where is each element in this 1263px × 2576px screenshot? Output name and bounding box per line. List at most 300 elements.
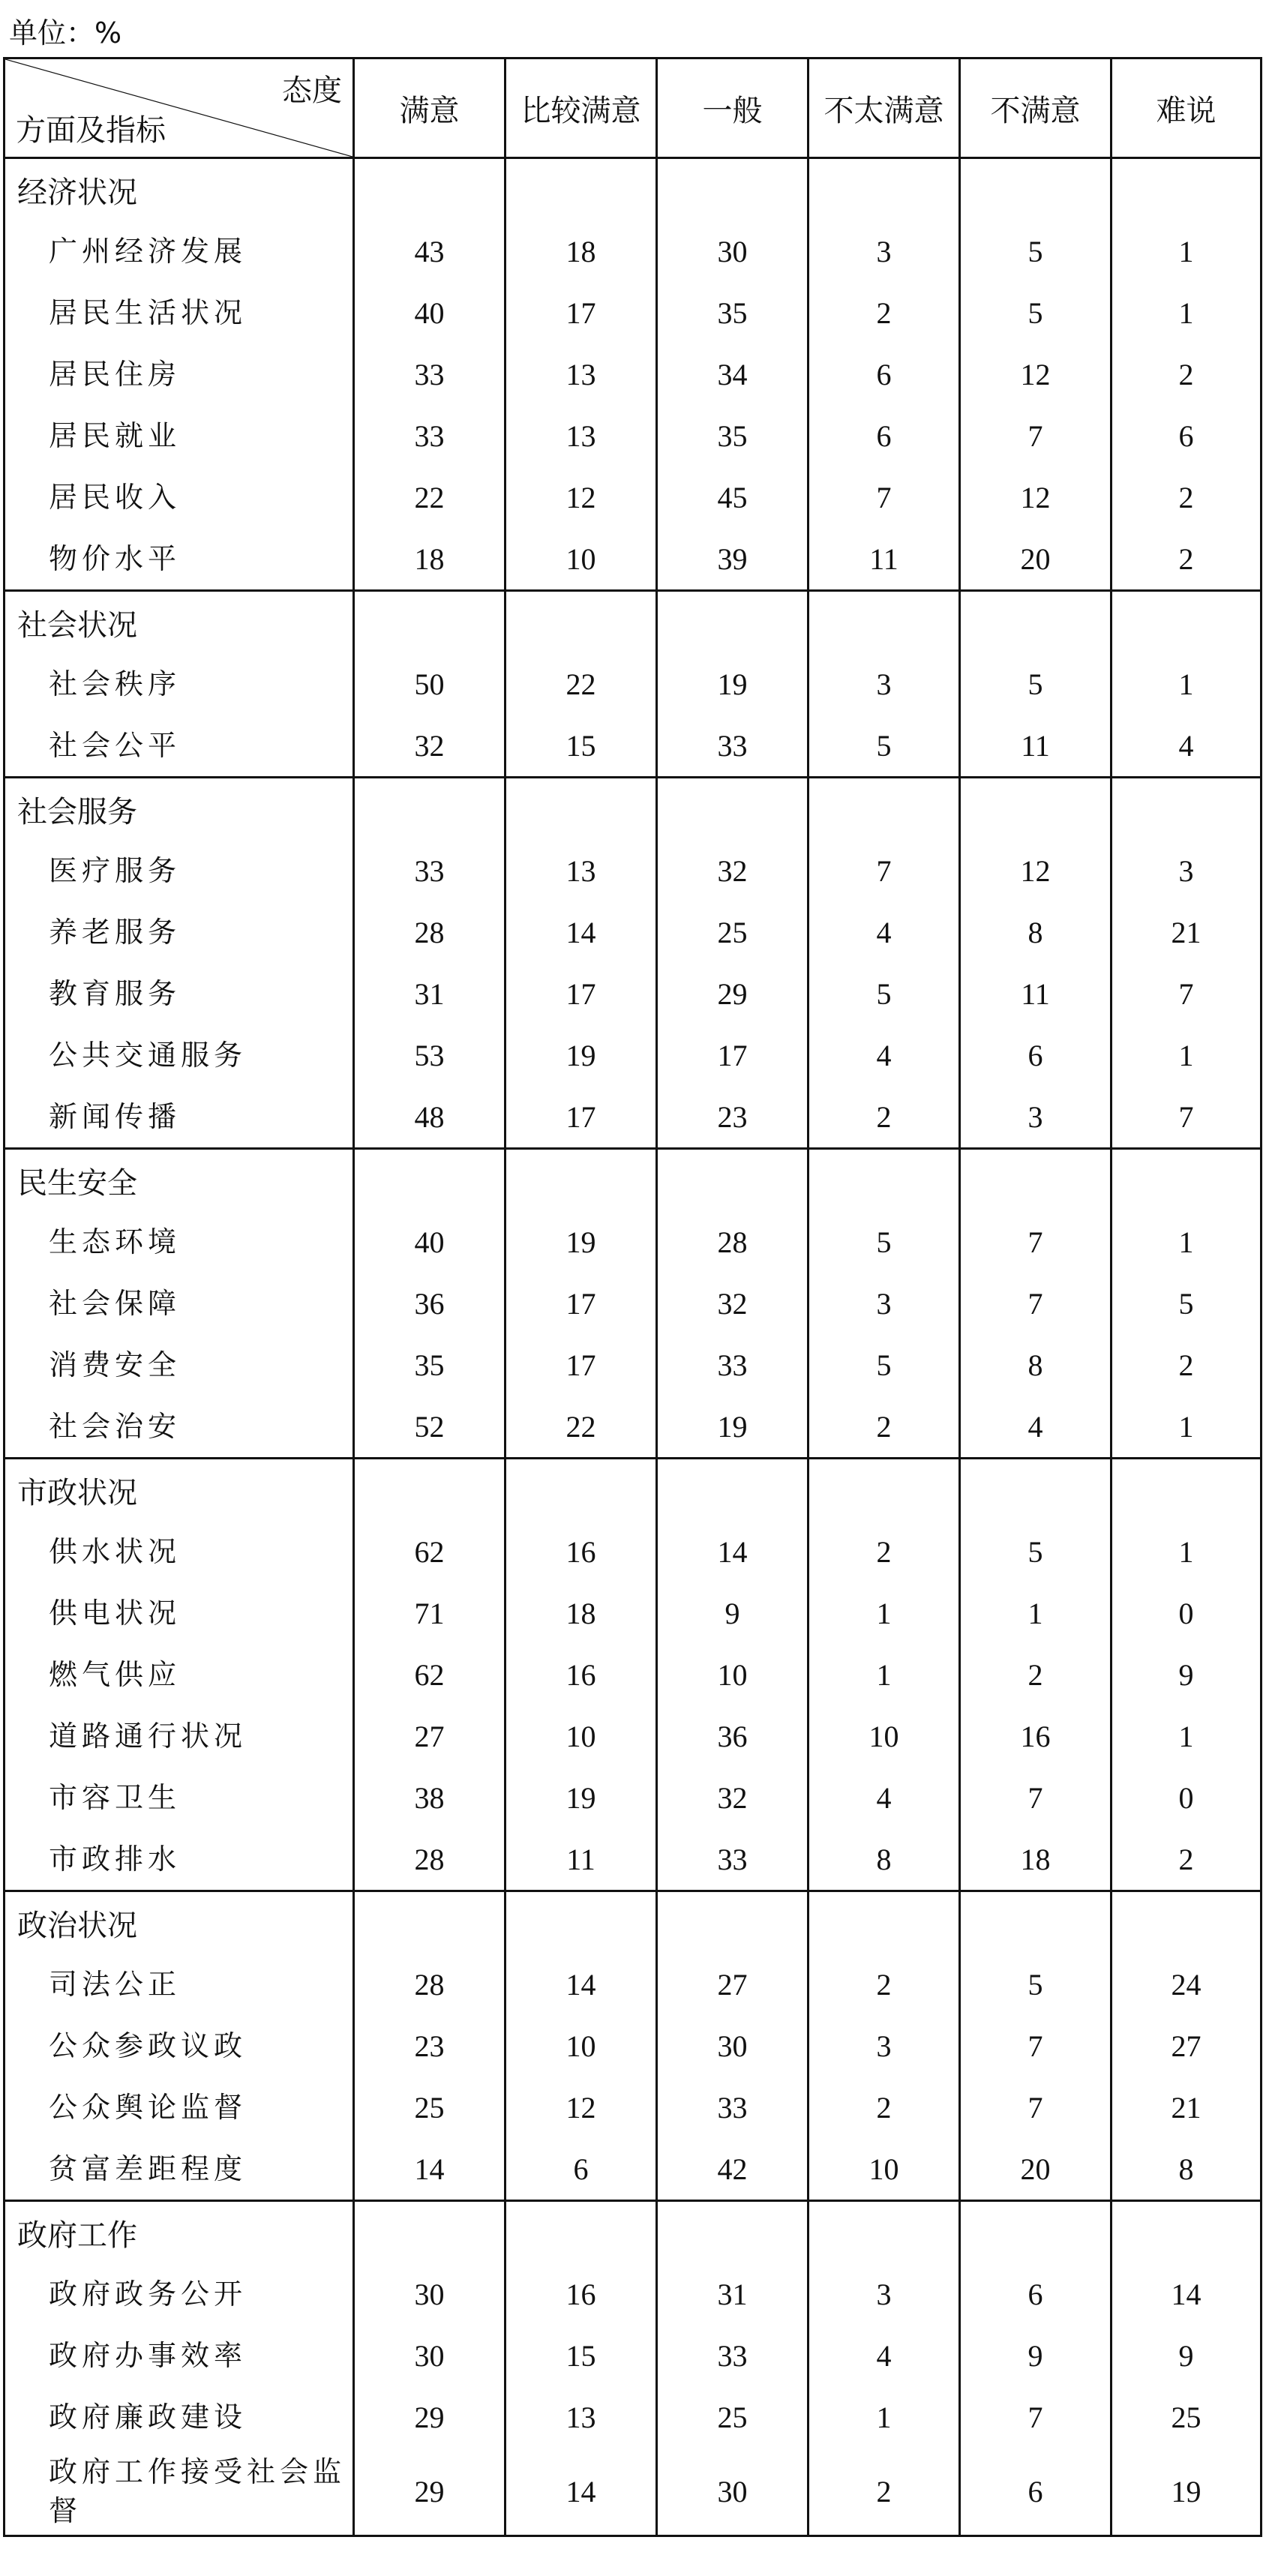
category-row — [4, 1459, 1262, 1522]
column-header: 满意 — [354, 58, 506, 158]
indicator-name: 居民住房 — [4, 343, 354, 405]
table-row — [4, 2325, 1262, 2386]
value-cell: 3 — [808, 2015, 960, 2077]
table-row — [4, 840, 1262, 901]
category-name: 经济状况 — [4, 158, 354, 221]
value-cell: 53 — [354, 1024, 506, 1086]
value-cell: 33 — [657, 1334, 808, 1396]
category-row — [4, 2201, 1262, 2264]
empty-cell — [960, 2201, 1112, 2264]
diagonal-header-cell — [4, 58, 354, 158]
value-cell: 14 — [506, 901, 657, 963]
table-row — [4, 1828, 1262, 1891]
table-row — [4, 963, 1262, 1024]
value-cell: 28 — [354, 1828, 506, 1891]
value-cell: 42 — [657, 2138, 808, 2201]
empty-cell — [354, 778, 506, 841]
value-cell: 9 — [657, 1582, 808, 1644]
satisfaction-table — [3, 57, 1262, 2537]
value-cell: 1 — [1112, 1396, 1262, 1459]
empty-cell — [960, 158, 1112, 221]
value-cell: 2 — [808, 1086, 960, 1149]
value-cell: 1 — [1112, 1705, 1262, 1767]
empty-cell — [808, 1891, 960, 1954]
indicator-name: 居民就业 — [4, 405, 354, 466]
empty-cell — [808, 591, 960, 654]
table-row — [4, 1954, 1262, 2015]
value-cell: 19 — [1112, 2448, 1262, 2536]
table-row — [4, 2077, 1262, 2138]
value-cell: 7 — [808, 466, 960, 528]
value-cell: 4 — [960, 1396, 1112, 1459]
value-cell: 5 — [960, 282, 1112, 343]
value-cell: 6 — [960, 2263, 1112, 2325]
empty-cell — [506, 778, 657, 841]
value-cell: 29 — [657, 963, 808, 1024]
value-cell: 22 — [506, 653, 657, 715]
indicator-name: 市政排水 — [4, 1828, 354, 1891]
indicator-name: 社会治安 — [4, 1396, 354, 1459]
value-cell: 10 — [657, 1644, 808, 1705]
value-cell: 35 — [657, 282, 808, 343]
value-cell: 1 — [1112, 653, 1262, 715]
value-cell: 17 — [506, 282, 657, 343]
value-cell: 10 — [506, 2015, 657, 2077]
value-cell: 4 — [808, 2325, 960, 2386]
value-cell: 1 — [960, 1582, 1112, 1644]
indicator-name: 道路通行状况 — [4, 1705, 354, 1767]
category-row — [4, 1149, 1262, 1212]
empty-cell — [1112, 591, 1262, 654]
value-cell: 40 — [354, 282, 506, 343]
category-name: 社会状况 — [4, 591, 354, 654]
unit-label: 单位：% — [9, 16, 122, 49]
value-cell: 2 — [960, 1644, 1112, 1705]
table-body — [4, 158, 1262, 2536]
value-cell: 32 — [657, 1767, 808, 1828]
indicator-name: 居民生活状况 — [4, 282, 354, 343]
value-cell: 5 — [808, 963, 960, 1024]
value-cell: 30 — [354, 2263, 506, 2325]
value-cell: 6 — [808, 343, 960, 405]
value-cell: 2 — [1112, 1334, 1262, 1396]
value-cell: 34 — [657, 343, 808, 405]
table-row — [4, 901, 1262, 963]
value-cell: 7 — [960, 1767, 1112, 1828]
empty-cell — [657, 1459, 808, 1522]
category-name: 政府工作 — [4, 2201, 354, 2264]
value-cell: 17 — [506, 1086, 657, 1149]
indicator-name: 司法公正 — [4, 1954, 354, 2015]
value-cell: 30 — [657, 220, 808, 282]
value-cell: 3 — [808, 653, 960, 715]
value-cell: 28 — [354, 901, 506, 963]
value-cell: 38 — [354, 1767, 506, 1828]
value-cell: 14 — [657, 1521, 808, 1582]
value-cell: 10 — [808, 2138, 960, 2201]
value-cell: 15 — [506, 715, 657, 778]
value-cell: 13 — [506, 2386, 657, 2448]
value-cell: 2 — [1112, 466, 1262, 528]
value-cell: 9 — [960, 2325, 1112, 2386]
empty-cell — [354, 591, 506, 654]
value-cell: 17 — [506, 963, 657, 1024]
value-cell: 1 — [1112, 1211, 1262, 1273]
column-header: 比较满意 — [506, 58, 657, 158]
empty-cell — [354, 1891, 506, 1954]
value-cell: 31 — [354, 963, 506, 1024]
value-cell: 4 — [808, 901, 960, 963]
value-cell: 2 — [808, 282, 960, 343]
value-cell: 19 — [506, 1211, 657, 1273]
value-cell: 62 — [354, 1521, 506, 1582]
value-cell: 20 — [960, 528, 1112, 591]
empty-cell — [657, 1891, 808, 1954]
empty-cell — [1112, 1149, 1262, 1212]
value-cell: 12 — [506, 466, 657, 528]
value-cell: 9 — [1112, 1644, 1262, 1705]
value-cell: 16 — [506, 2263, 657, 2325]
value-cell: 16 — [506, 1521, 657, 1582]
table-row — [4, 1521, 1262, 1582]
value-cell: 9 — [1112, 2325, 1262, 2386]
value-cell: 28 — [657, 1211, 808, 1273]
value-cell: 5 — [960, 653, 1112, 715]
value-cell: 33 — [354, 343, 506, 405]
value-cell: 33 — [354, 840, 506, 901]
value-cell: 2 — [1112, 343, 1262, 405]
value-cell: 20 — [960, 2138, 1112, 2201]
value-cell: 7 — [1112, 1086, 1262, 1149]
table-row — [4, 466, 1262, 528]
value-cell: 25 — [657, 901, 808, 963]
value-cell: 12 — [960, 466, 1112, 528]
value-cell: 50 — [354, 653, 506, 715]
value-cell: 19 — [506, 1767, 657, 1828]
value-cell: 3 — [1112, 840, 1262, 901]
indicator-name: 公共交通服务 — [4, 1024, 354, 1086]
value-cell: 18 — [506, 220, 657, 282]
value-cell: 16 — [960, 1705, 1112, 1767]
indicator-name: 政府办事效率 — [4, 2325, 354, 2386]
value-cell: 8 — [960, 901, 1112, 963]
value-cell: 27 — [354, 1705, 506, 1767]
empty-cell — [808, 158, 960, 221]
value-cell: 39 — [657, 528, 808, 591]
value-cell: 25 — [354, 2077, 506, 2138]
table-row — [4, 1705, 1262, 1767]
value-cell: 0 — [1112, 1767, 1262, 1828]
value-cell: 12 — [960, 343, 1112, 405]
table-row — [4, 1334, 1262, 1396]
category-row — [4, 158, 1262, 221]
value-cell: 24 — [1112, 1954, 1262, 2015]
empty-cell — [657, 1149, 808, 1212]
value-cell: 30 — [354, 2325, 506, 2386]
value-cell: 2 — [808, 2077, 960, 2138]
category-name: 政治状况 — [4, 1891, 354, 1954]
value-cell: 4 — [1112, 715, 1262, 778]
indicator-name: 公众舆论监督 — [4, 2077, 354, 2138]
table-row — [4, 1273, 1262, 1334]
value-cell: 11 — [960, 963, 1112, 1024]
table-row — [4, 282, 1262, 343]
value-cell: 6 — [960, 2448, 1112, 2536]
empty-cell — [657, 2201, 808, 2264]
empty-cell — [808, 778, 960, 841]
empty-cell — [506, 2201, 657, 2264]
category-row — [4, 778, 1262, 841]
column-header: 一般 — [657, 58, 808, 158]
empty-cell — [657, 778, 808, 841]
value-cell: 6 — [808, 405, 960, 466]
value-cell: 21 — [1112, 2077, 1262, 2138]
value-cell: 2 — [808, 1954, 960, 2015]
category-name: 市政状况 — [4, 1459, 354, 1522]
value-cell: 1 — [1112, 1521, 1262, 1582]
value-cell: 17 — [506, 1334, 657, 1396]
value-cell: 13 — [506, 840, 657, 901]
value-cell: 22 — [354, 466, 506, 528]
value-cell: 6 — [506, 2138, 657, 2201]
value-cell: 27 — [1112, 2015, 1262, 2077]
table-row — [4, 1767, 1262, 1828]
value-cell: 3 — [808, 220, 960, 282]
indicator-name: 供电状况 — [4, 1582, 354, 1644]
table-row — [4, 2448, 1262, 2536]
indicator-name: 燃气供应 — [4, 1644, 354, 1705]
indicator-name: 广州经济发展 — [4, 220, 354, 282]
value-cell: 1 — [1112, 220, 1262, 282]
empty-cell — [506, 591, 657, 654]
value-cell: 35 — [657, 405, 808, 466]
empty-cell — [506, 1149, 657, 1212]
value-cell: 33 — [657, 715, 808, 778]
table-row — [4, 1582, 1262, 1644]
empty-cell — [1112, 2201, 1262, 2264]
table-row — [4, 2138, 1262, 2201]
empty-cell — [960, 778, 1112, 841]
value-cell: 11 — [506, 1828, 657, 1891]
value-cell: 13 — [506, 405, 657, 466]
value-cell: 2 — [1112, 528, 1262, 591]
table-row — [4, 715, 1262, 778]
empty-cell — [1112, 1891, 1262, 1954]
value-cell: 2 — [808, 1396, 960, 1459]
column-header: 难说 — [1112, 58, 1262, 158]
value-cell: 7 — [960, 2386, 1112, 2448]
value-cell: 36 — [354, 1273, 506, 1334]
table-row — [4, 1644, 1262, 1705]
value-cell: 7 — [960, 2015, 1112, 2077]
indicator-name: 贫富差距程度 — [4, 2138, 354, 2201]
value-cell: 7 — [960, 1273, 1112, 1334]
category-row — [4, 1891, 1262, 1954]
value-cell: 71 — [354, 1582, 506, 1644]
indicator-name: 物价水平 — [4, 528, 354, 591]
value-cell: 52 — [354, 1396, 506, 1459]
empty-cell — [1112, 778, 1262, 841]
value-cell: 1 — [808, 2386, 960, 2448]
value-cell: 29 — [354, 2386, 506, 2448]
empty-cell — [354, 1149, 506, 1212]
value-cell: 28 — [354, 1954, 506, 2015]
table-row — [4, 2386, 1262, 2448]
empty-cell — [506, 1459, 657, 1522]
value-cell: 27 — [657, 1954, 808, 2015]
value-cell: 18 — [506, 1582, 657, 1644]
value-cell: 2 — [808, 1521, 960, 1582]
empty-cell — [657, 158, 808, 221]
value-cell: 12 — [960, 840, 1112, 901]
indicator-name: 养老服务 — [4, 901, 354, 963]
table-row — [4, 1086, 1262, 1149]
value-cell: 1 — [1112, 1024, 1262, 1086]
value-cell: 36 — [657, 1705, 808, 1767]
indicator-name: 新闻传播 — [4, 1086, 354, 1149]
value-cell: 8 — [960, 1334, 1112, 1396]
value-cell: 7 — [1112, 963, 1262, 1024]
value-cell: 30 — [657, 2448, 808, 2536]
value-cell: 8 — [808, 1828, 960, 1891]
value-cell: 14 — [506, 2448, 657, 2536]
value-cell: 21 — [1112, 901, 1262, 963]
indicator-name: 生态环境 — [4, 1211, 354, 1273]
value-cell: 2 — [1112, 1828, 1262, 1891]
value-cell: 1 — [808, 1644, 960, 1705]
value-cell: 33 — [657, 1828, 808, 1891]
value-cell: 7 — [960, 1211, 1112, 1273]
value-cell: 29 — [354, 2448, 506, 2536]
value-cell: 25 — [657, 2386, 808, 2448]
value-cell: 48 — [354, 1086, 506, 1149]
value-cell: 14 — [1112, 2263, 1262, 2325]
value-cell: 4 — [808, 1024, 960, 1086]
value-cell: 35 — [354, 1334, 506, 1396]
value-cell: 19 — [657, 1396, 808, 1459]
value-cell: 5 — [1112, 1273, 1262, 1334]
header-attitude-label: 态度 — [282, 73, 342, 108]
indicator-name: 社会公平 — [4, 715, 354, 778]
value-cell: 33 — [657, 2077, 808, 2138]
value-cell: 6 — [1112, 405, 1262, 466]
value-cell: 62 — [354, 1644, 506, 1705]
value-cell: 7 — [960, 405, 1112, 466]
value-cell: 33 — [657, 2325, 808, 2386]
empty-cell — [808, 1459, 960, 1522]
value-cell: 11 — [960, 715, 1112, 778]
empty-cell — [354, 1459, 506, 1522]
value-cell: 6 — [960, 1024, 1112, 1086]
value-cell: 7 — [960, 2077, 1112, 2138]
value-cell: 3 — [808, 2263, 960, 2325]
value-cell: 5 — [808, 1211, 960, 1273]
empty-cell — [657, 591, 808, 654]
value-cell: 5 — [960, 1954, 1112, 2015]
value-cell: 11 — [808, 528, 960, 591]
value-cell: 32 — [354, 715, 506, 778]
indicator-name: 教育服务 — [4, 963, 354, 1024]
value-cell: 13 — [506, 343, 657, 405]
category-name: 社会服务 — [4, 778, 354, 841]
table-row — [4, 405, 1262, 466]
indicator-name: 政府政务公开 — [4, 2263, 354, 2325]
value-cell: 16 — [506, 1644, 657, 1705]
value-cell: 5 — [808, 715, 960, 778]
empty-cell — [960, 1459, 1112, 1522]
empty-cell — [354, 2201, 506, 2264]
indicator-name: 供水状况 — [4, 1521, 354, 1582]
header-row — [4, 58, 1262, 158]
indicator-name: 社会保障 — [4, 1273, 354, 1334]
indicator-name: 公众参政议政 — [4, 2015, 354, 2077]
value-cell: 19 — [506, 1024, 657, 1086]
value-cell: 19 — [657, 653, 808, 715]
value-cell: 3 — [960, 1086, 1112, 1149]
empty-cell — [506, 158, 657, 221]
table-row — [4, 343, 1262, 405]
value-cell: 18 — [960, 1828, 1112, 1891]
empty-cell — [808, 2201, 960, 2264]
category-name: 民生安全 — [4, 1149, 354, 1212]
value-cell: 12 — [506, 2077, 657, 2138]
empty-cell — [960, 1149, 1112, 1212]
empty-cell — [960, 1891, 1112, 1954]
empty-cell — [960, 591, 1112, 654]
value-cell: 14 — [354, 2138, 506, 2201]
empty-cell — [1112, 1459, 1262, 1522]
table-row — [4, 220, 1262, 282]
table-row — [4, 528, 1262, 591]
value-cell: 40 — [354, 1211, 506, 1273]
value-cell: 31 — [657, 2263, 808, 2325]
value-cell: 32 — [657, 1273, 808, 1334]
indicator-name: 政府廉政建设 — [4, 2386, 354, 2448]
value-cell: 0 — [1112, 1582, 1262, 1644]
value-cell: 4 — [808, 1767, 960, 1828]
empty-cell — [808, 1149, 960, 1212]
indicator-name: 医疗服务 — [4, 840, 354, 901]
table-row — [4, 1211, 1262, 1273]
empty-cell — [1112, 158, 1262, 221]
value-cell: 45 — [657, 466, 808, 528]
value-cell: 7 — [808, 840, 960, 901]
table-row — [4, 653, 1262, 715]
value-cell: 8 — [1112, 2138, 1262, 2201]
value-cell: 43 — [354, 220, 506, 282]
empty-cell — [354, 158, 506, 221]
table-row — [4, 1396, 1262, 1459]
value-cell: 23 — [354, 2015, 506, 2077]
value-cell: 1 — [1112, 282, 1262, 343]
value-cell: 30 — [657, 2015, 808, 2077]
value-cell: 22 — [506, 1396, 657, 1459]
value-cell: 5 — [960, 1521, 1112, 1582]
table-row — [4, 1024, 1262, 1086]
column-header: 不太满意 — [808, 58, 960, 158]
indicator-name: 政府工作接受社会监督 — [4, 2448, 354, 2536]
value-cell: 25 — [1112, 2386, 1262, 2448]
value-cell: 18 — [354, 528, 506, 591]
column-header: 不满意 — [960, 58, 1112, 158]
value-cell: 5 — [960, 220, 1112, 282]
value-cell: 17 — [506, 1273, 657, 1334]
value-cell: 2 — [808, 2448, 960, 2536]
value-cell: 17 — [657, 1024, 808, 1086]
value-cell: 10 — [506, 528, 657, 591]
value-cell: 23 — [657, 1086, 808, 1149]
value-cell: 3 — [808, 1273, 960, 1334]
